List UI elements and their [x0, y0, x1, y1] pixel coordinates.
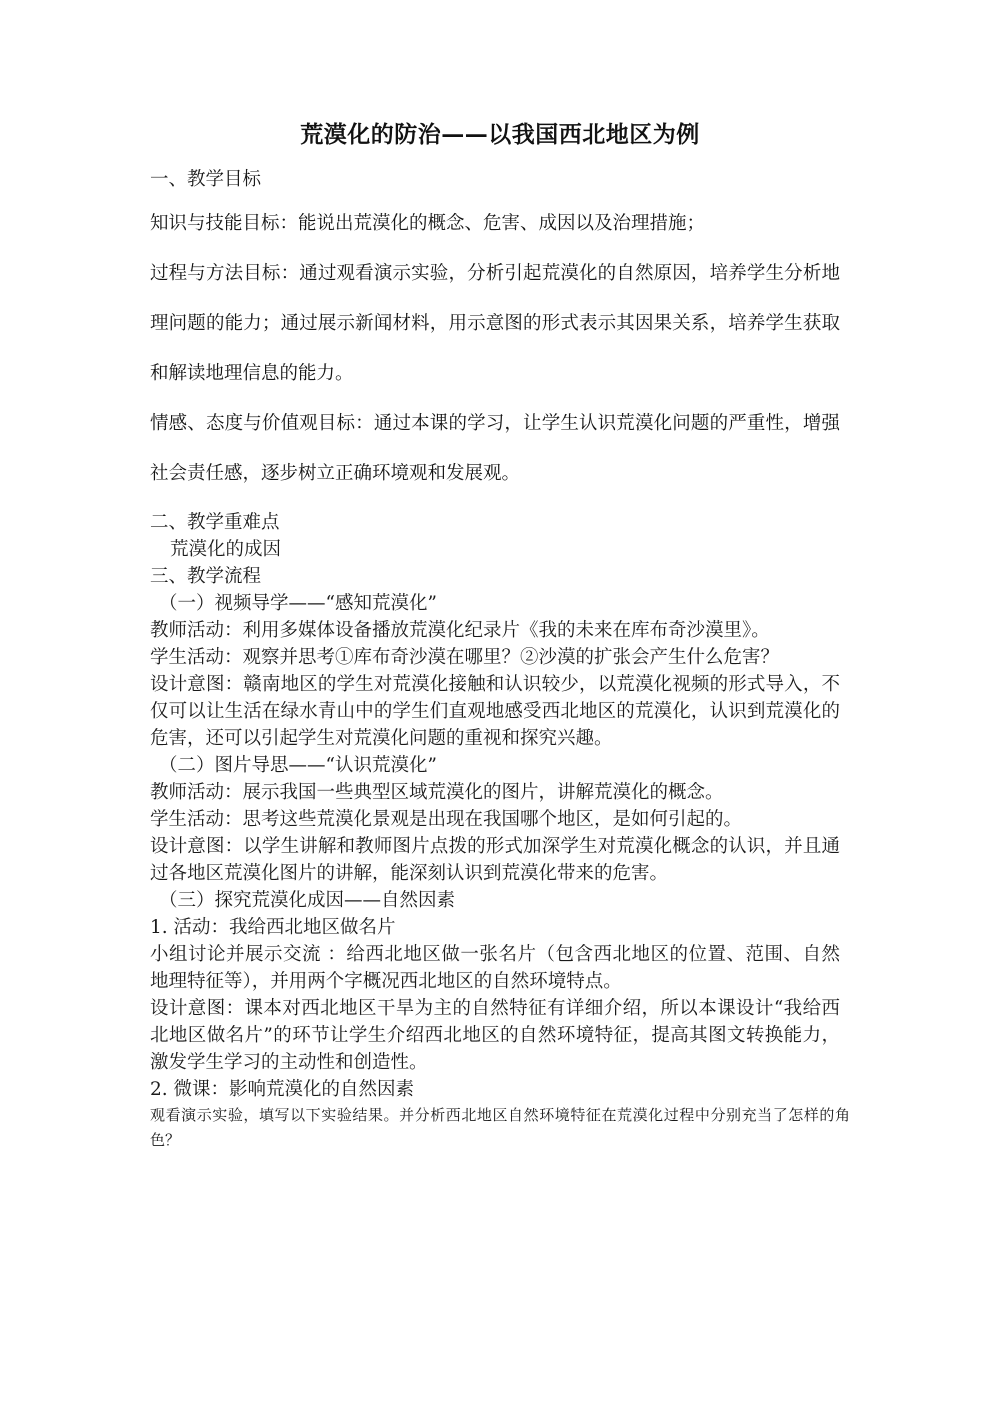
part-one-teacher-activity: 教师活动：利用多媒体设备播放荒漠化纪录片《我的未来在库布奇沙漠里》。 [150, 620, 770, 641]
part-one-design-intent: 设计意图：赣南地区的学生对荒漠化接触和认识较少，以荒漠化视频的形式导入，不仅可以让生活在绿水青山中的学生们直观地感受西北地区的荒漠化，认识到荒漠化的危害，还可以引起学生对荒漠化问题的重视和探究兴趣。 [150, 674, 840, 749]
heading-teaching-process: 三、教学流程 [150, 566, 262, 587]
part-two-teacher-activity: 教师活动：展示我国一些典型区域荒漠化的图片，讲解荒漠化的概念。 [150, 782, 724, 803]
objective-emotion-attitude-values: 情感、态度与价值观目标：通过本课的学习，让学生认识荒漠化问题的严重性，增强社会责任感，逐步树立正确环境观和发展观。 [150, 413, 840, 484]
activity-1-design-intent: 设计意图：课本对西北地区干旱为主的自然特征有详细介绍，所以本课设计“我给西北地区做名片”的环节让学生介绍西北地区的自然环境特征，提高其图文转换能力，激发学生学习的主动性和创造性。 [150, 998, 840, 1073]
key-point-item: 荒漠化的成因 [170, 539, 282, 560]
part-two-student-activity: 学生活动：思考这些荒漠化景观是出现在我国哪个地区，是如何引起的。 [150, 809, 743, 830]
part-one-student-activity: 学生活动：观察并思考①库布奇沙漠在哪里？②沙漠的扩张会产生什么危害？ [150, 647, 780, 668]
heading-part-two: （二）图片导思——“认识荒漠化” [159, 755, 437, 776]
spacer [150, 499, 850, 509]
activity-1-title: 1. 活动：我给西北地区做名片 [150, 917, 396, 938]
activity-2-title: 2. 微课：影响荒漠化的自然因素 [150, 1079, 415, 1100]
objective-process-method: 过程与方法目标：通过观看演示实验，分析引起荒漠化的自然原因，培养学生分析地理问题的能力；通过展示新闻材料，用示意图的形式表示其因果关系，培养学生获取和解读地理信息的能力。 [150, 263, 840, 384]
part-two-design-intent: 设计意图：以学生讲解和教师图片点拨的形式加深学生对荒漠化概念的认识，并且通过各地区荒漠化图片的讲解，能深刻认识到荒漠化带来的危害。 [150, 836, 840, 884]
heading-key-difficult-points: 二、教学重难点 [150, 512, 280, 533]
heading-part-three: （三）探究荒漠化成因——自然因素 [159, 890, 456, 911]
heading-teaching-objectives: 一、教学目标 [150, 169, 262, 190]
heading-part-one: （一）视频导学——“感知荒漠化” [159, 593, 437, 614]
page-title: 荒漠化的防治——以我国西北地区为例 [300, 121, 700, 148]
activity-1-group-discussion: 小组讨论并展示交流 ：给西北地区做一张名片（包含西北地区的位置、范围、自然地理特征等），并用两个字概况西北地区的自然环境特点。 [150, 944, 840, 992]
activity-2-note: 观看演示实验，填写以下实验结果。并分析西北地区自然环境特征在荒漠化过程中分别充当了怎样的角色？ [150, 1106, 850, 1149]
objective-knowledge-skills: 知识与技能目标：能说出荒漠化的概念、危害、成因以及治理措施； [150, 213, 706, 234]
document-body [150, 118, 850, 1153]
